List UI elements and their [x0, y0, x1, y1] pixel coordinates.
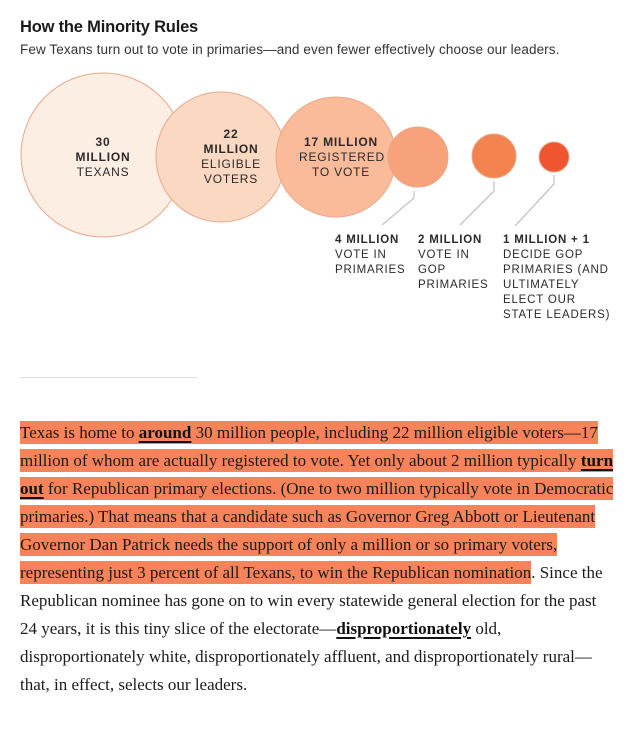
article-paragraph [20, 419, 615, 699]
side-label-2-million-num: 2 MILLION [418, 234, 483, 246]
bubble-1-million-decide [539, 142, 569, 172]
side-label-2-million-desc: VOTE IN GOP PRIMARIES [418, 249, 489, 291]
article-text-3: for Republican primary elections. (One to two million typically vote in Democratic primaries.) That means that a candidate such as Governor Greg Abbott or Lieutenant Governor Dan Patrick needs the support of only a million or so primary voters, representing just 3 percent of all Texans, to win the Republican nomination [20, 479, 614, 582]
side-label-2-million [418, 233, 496, 293]
figure-title: How the Minority Rules [20, 18, 199, 36]
bubble-label-22-million [186, 127, 276, 187]
bubble-label-30-million-unit: MILLION [75, 150, 131, 164]
article-text-4: . Since the Republican nominee has gone on to win every statewide general election for the past 24 years, it is this tiny slice of the electorate— [20, 563, 603, 638]
bubble-label-30-million-desc: TEXANS [76, 165, 130, 179]
bubble-label-17-million-desc: REGISTERED TO VOTE [299, 150, 386, 179]
bubble-label-17-million [296, 135, 386, 180]
section-divider [20, 377, 197, 378]
figure-subtitle: Few Texans turn out to vote in primaries—and even fewer effectively choose our leaders. [20, 42, 560, 57]
leader-line-2-million [460, 181, 494, 225]
article-text-2: 30 million people, including 22 million eligible voters—17 million of whom are actually registered to vote. Yet only about 2 million typically [20, 423, 598, 470]
bubble-2-million-gop [472, 134, 516, 178]
highlighted-passage[interactable] [20, 421, 613, 584]
bubble-4-million-primaries [388, 127, 448, 187]
link-disproportionately[interactable]: disproportionately [336, 619, 472, 638]
side-label-1-million-desc: DECIDE GOP PRIMARIES (AND ULTIMATELY ELECT OUR STATE LEADERS) [503, 249, 611, 321]
link-around[interactable]: around [138, 423, 192, 442]
side-label-4-million-desc: VOTE IN PRIMARIES [335, 249, 406, 276]
side-label-4-million [335, 233, 413, 278]
bubble-label-22-million-desc: ELIGIBLE VOTERS [201, 157, 261, 186]
bubble-label-17-million-num: 17 MILLION [303, 135, 378, 149]
article-text-5: old, disproportionately white, disproportionately affluent, and disproportionately rural—that, in effect, selects our leaders. [20, 619, 592, 694]
bubble-label-30-million-num: 30 [95, 135, 111, 149]
article-text-1: Texas is home to [20, 423, 139, 442]
link-turn-out[interactable]: turn out [20, 451, 614, 498]
leader-line-1-million [515, 175, 554, 226]
bubble-label-22-million-num: 22 [223, 127, 239, 141]
side-label-1-million-num: 1 MILLION + 1 [503, 234, 590, 246]
leader-line-4-million [382, 191, 414, 225]
side-label-1-million [503, 233, 619, 323]
bubble-label-22-million-unit: MILLION [203, 142, 259, 156]
bubble-label-30-million [63, 135, 143, 180]
side-label-4-million-num: 4 MILLION [335, 234, 400, 246]
